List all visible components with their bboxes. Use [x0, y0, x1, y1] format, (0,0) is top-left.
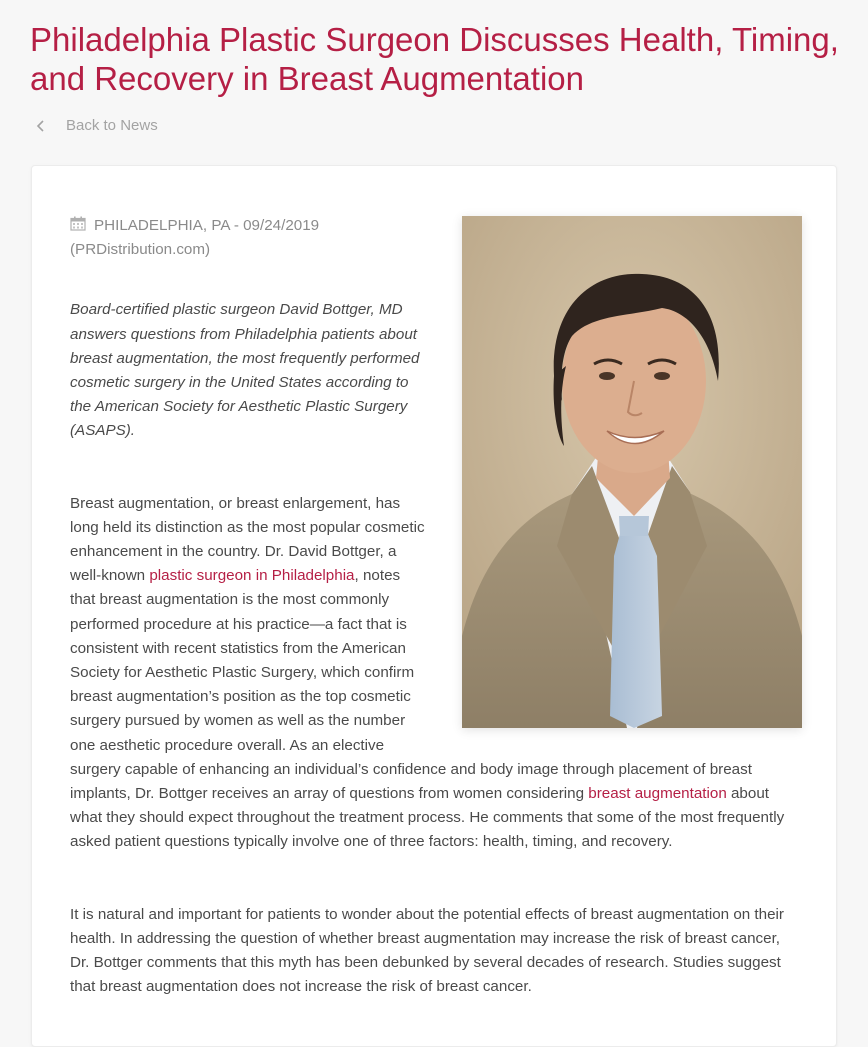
paragraph-1-text-c: about what they should expect throughout the treatment process. He comments that some of the most frequently asked patient questions typically involve one of three factors: health, timing, and recovery. [70, 785, 785, 851]
article-card [31, 165, 837, 1047]
surgeon-portrait-image [462, 216, 802, 728]
back-to-news-link[interactable] [36, 117, 158, 134]
article-lede: Board-certified plastic surgeon David Bottger, MD answers questions from Philadelphia patients about breast augmentation, the most frequently performed cosmetic surgery in the United States according to the American Society for Aesthetic Plastic Surgery (ASAPS). [70, 301, 420, 440]
breast-augmentation-link[interactable]: breast augmentation [588, 785, 727, 803]
article-body [70, 214, 800, 999]
chevron-left-icon [36, 119, 46, 133]
source-text: (PRDistribution.com) [70, 241, 211, 259]
article-paragraph-2: It is natural and important for patients to wonder about the potential effects of breast augmentation on their health. In addressing the question of whether breast augmentation may increase the risk of breast cancer, Dr. Bottger comments that this myth has been debunked by several decades of research. Studies suggest that breast augmentation does not increase the risk of breast cancer. [70, 905, 784, 996]
page-title: Philadelphia Plastic Surgeon Discusses Health, Timing, and Recovery in Breast Augmentation [30, 21, 839, 97]
dateline-text: PHILADELPHIA, PA - 09/24/2019 [94, 217, 320, 234]
back-link-label: Back to News [66, 117, 158, 134]
calendar-icon [70, 216, 86, 231]
surgeon-portrait-drawing [462, 216, 802, 728]
paragraph-1-text-a: Breast augmentation, or breast enlargement, has long held its distinction as the most popular cosmetic enhancement in the country. Dr. David Bottger, a well-known [70, 494, 425, 585]
paragraph-1-text-b: , notes that breast augmentation is the most commonly performed procedure at his practice—a fact that is consistent with recent statistics from the American Society for Aesthetic Plastic Surgery, which confirm breast augmentation’s position as the top cosmetic surgery pursued by women as well as the number one aesthetic procedure overall. As an elective surgery capable of enhancing an individual’s confidence and body image through placement of breast implants, Dr. Bottger receives an array of questions from women considering [70, 567, 752, 803]
plastic-surgeon-link[interactable]: plastic surgeon in Philadelphia [149, 567, 355, 585]
